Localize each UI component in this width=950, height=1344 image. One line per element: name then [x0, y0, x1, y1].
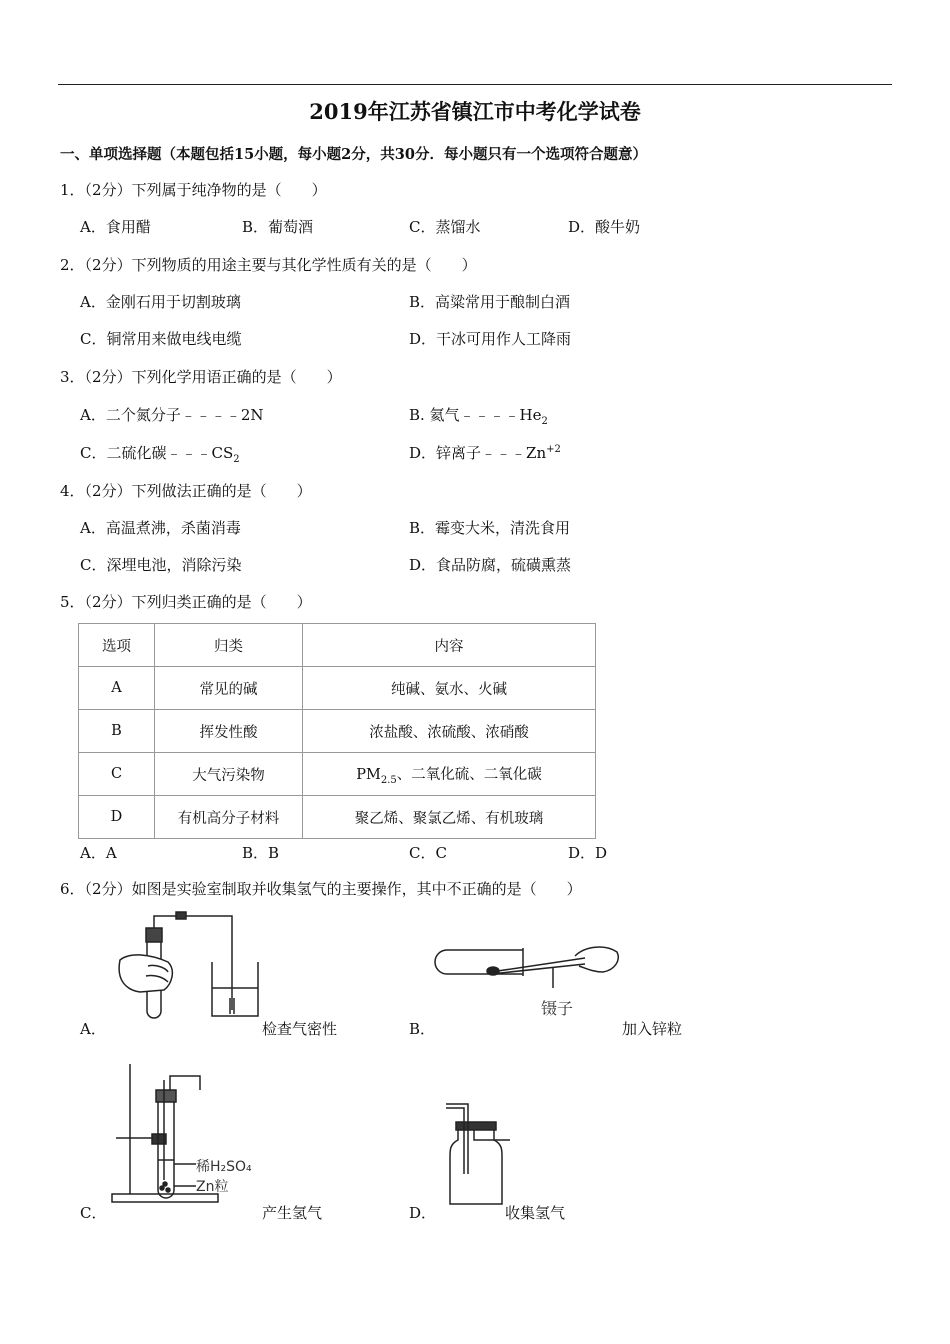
q1-option-c: C．蒸馏水 [409, 218, 481, 236]
table-row [79, 796, 596, 839]
table-cell: 常见的碱 [155, 667, 303, 710]
table-cell: 纯碱、氨水、火碱 [303, 667, 596, 710]
q1-option-d: D．酸牛奶 [568, 218, 641, 236]
q6-option-c-label-zinc: Zn粒 [196, 1179, 229, 1195]
q1-option-a: A．食用醋 [80, 218, 151, 236]
table-header-cell: 归类 [155, 624, 303, 667]
table-cell: 浓盐酸、浓硫酸、浓硝酸 [303, 710, 596, 753]
q5-option-b: B．B [242, 844, 280, 862]
header-rule [58, 84, 892, 85]
table-cell: A [79, 667, 155, 710]
q3-option-b: B. 氦气$﹣﹣﹣﹣He_2$ [409, 406, 548, 427]
figure-b-tweezers [435, 938, 625, 1018]
table-header-cell: 内容 [303, 624, 596, 667]
table-cell: 聚乙烯、聚氯乙烯、有机玻璃 [303, 796, 596, 839]
q2-option-a: A．金刚石用于切割玻璃 [80, 293, 241, 311]
figure-a-airtightness [110, 910, 270, 1022]
q3-stem: 3．（2分）下列化学用语正确的是（ ） [60, 368, 342, 386]
q4-option-a: A．高温煮沸，杀菌消毒 [80, 519, 241, 537]
table-row [79, 710, 596, 753]
section-heading: 一、单项选择题（本题包括15小题，每小题2分，共30分．每小题只有一个选项符合题意） [60, 146, 647, 163]
table-header-row [79, 624, 596, 667]
q3-option-d: D．锌离子$﹣﹣﹣Zn^{+2}$ [409, 444, 561, 462]
table-cell: 大气污染物 [155, 753, 303, 796]
q2-option-b: B．高粱常用于酿制白酒 [409, 293, 571, 311]
table-cell: 挥发性酸 [155, 710, 303, 753]
q4-option-c: C．深埋电池，消除污染 [80, 556, 242, 574]
q2-stem: 2．（2分）下列物质的用途主要与其化学性质有关的是（ ） [60, 256, 477, 274]
table-cell: D [79, 796, 155, 839]
table-cell: B [79, 710, 155, 753]
q5-option-d: D．D [568, 844, 608, 862]
q6-option-c-label-acid: 稀H₂SO₄ [196, 1159, 252, 1175]
q6-option-c-caption: 产生氢气 [262, 1204, 323, 1222]
page-title: 2019年江苏省镇江市中考化学试卷 [309, 99, 641, 124]
q6-option-b-caption: 加入锌粒 [622, 1020, 683, 1038]
q3-option-c: C．二硫化碳$﹣﹣﹣CS_2$ [80, 444, 240, 465]
table-cell: $PM_{2.5}$、二氧化硫、二氧化碳 [303, 753, 596, 796]
q1-option-b: B．葡萄酒 [242, 218, 314, 236]
q6-option-c-letter: C． [80, 1204, 107, 1222]
q3-option-a: A．二个氮分子﹣﹣﹣﹣2N [80, 406, 264, 424]
q6-option-d-caption: 收集氢气 [505, 1204, 566, 1222]
q4-stem: 4．（2分）下列做法正确的是（ ） [60, 482, 312, 500]
table-cell: 有机高分子材料 [155, 796, 303, 839]
table-row [79, 753, 596, 796]
q5-option-a: A．A [80, 844, 117, 862]
q6-option-b-label: 镊子 [541, 999, 574, 1018]
q5-stem: 5．（2分）下列归类正确的是（ ） [60, 593, 312, 611]
q4-option-b: B．霉变大米，清洗食用 [409, 519, 571, 537]
q2-option-d: D．干冰可用作人工降雨 [409, 330, 572, 348]
q4-option-d: D．食品防腐，硫磺熏蒸 [409, 556, 572, 574]
table-row [79, 667, 596, 710]
q2-option-c: C．铜常用来做电线电缆 [80, 330, 242, 348]
q5-table [78, 623, 596, 839]
q5-option-c: C．C [409, 844, 447, 862]
table-header-cell: 选项 [79, 624, 155, 667]
q6-option-b-letter: B． [409, 1020, 436, 1038]
q1-stem: 1．（2分）下列属于纯净物的是（ ） [60, 181, 327, 199]
q6-stem: 6．（2分）如图是实验室制取并收集氢气的主要操作，其中不正确的是（ ） [60, 880, 582, 898]
q6-option-a-caption: 检查气密性 [262, 1020, 338, 1038]
figure-d-collection [440, 1100, 530, 1208]
q6-option-d-letter: D． [409, 1204, 437, 1222]
q6-option-a-letter: A． [80, 1020, 106, 1038]
table-cell: C [79, 753, 155, 796]
